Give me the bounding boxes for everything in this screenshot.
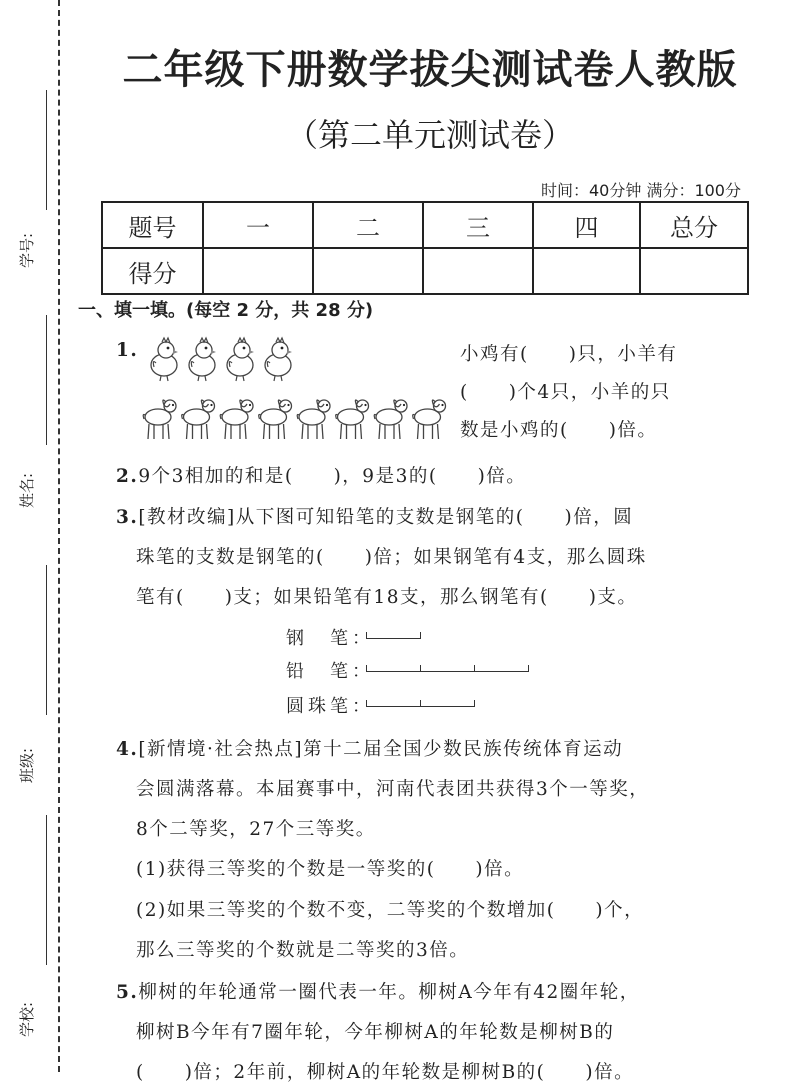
diagram-tick	[366, 665, 367, 672]
question-3	[116, 503, 633, 529]
question-number: 5.	[116, 982, 139, 1003]
student-id-label: 学号:	[18, 232, 36, 268]
q4-line-1: [新情境·社会热点]第十二届全国少数民族传统体育运动	[138, 739, 624, 760]
question-number: 4.	[116, 739, 139, 760]
animals-illustration	[140, 333, 460, 445]
sheep-icon	[413, 400, 446, 439]
score-row-label: 得分	[102, 248, 203, 294]
sheep-icon	[220, 400, 253, 439]
page-title: 二年级下册数学拔尖测试卷人教版	[122, 47, 738, 93]
q1-line-3: 数是小鸡的( )倍。	[460, 420, 658, 441]
diagram-segment-bar	[366, 632, 420, 639]
diagram-tick	[528, 665, 529, 672]
score-cell[interactable]	[203, 248, 313, 294]
score-table-cell: 题号	[102, 202, 203, 248]
q4-sub-2a: (2)如果三等奖的个数不变，二等奖的个数增加( )个，	[136, 900, 645, 921]
q3-line-2: 珠笔的支数是钢笔的( )倍；如果钢笔有4支，那么圆珠	[136, 547, 647, 568]
score-table-cell: 四	[533, 202, 640, 248]
question-5	[116, 978, 640, 1004]
diagram-segment-bar	[366, 665, 528, 672]
score-cell[interactable]	[533, 248, 640, 294]
sheep-icon	[259, 400, 292, 439]
chick-icon	[265, 338, 292, 381]
q3-line-3: 笔有( )支；如果铅笔有18支，那么钢笔有( )支。	[136, 587, 638, 608]
diagram-tick	[420, 632, 421, 639]
q4-line-2: 会圆满落幕。本届赛事中，河南代表团共获得3个一等奖，	[136, 779, 650, 800]
sheep-icon	[143, 400, 176, 439]
name-field	[8, 315, 56, 510]
school-label: 学校:	[18, 1001, 36, 1037]
diagram-tick	[366, 632, 367, 639]
sheep-icon	[336, 400, 369, 439]
question-number: 2.	[116, 466, 139, 487]
q4-line-3: 8个二等奖，27个三等奖。	[136, 819, 376, 840]
sheep-group	[143, 400, 445, 439]
q2-text: 9个3相加的和是( )，9是3的( )倍。	[138, 466, 527, 487]
q5-line-1: 柳树的年轮通常一圈代表一年。柳树A今年有42圈年轮，	[138, 982, 640, 1003]
cut-line	[58, 0, 60, 1072]
student-id-line	[46, 90, 47, 210]
school-line	[46, 815, 47, 965]
chick-icon	[151, 338, 178, 381]
name-label: 姓名:	[18, 472, 36, 508]
pen-label: 钢 笔：	[286, 628, 374, 649]
diagram-tick	[474, 665, 475, 672]
score-table-score-row	[102, 248, 748, 294]
sheep-icon	[182, 400, 215, 439]
ballpen-label: 圆珠笔：	[286, 696, 374, 717]
section-heading: 一、填一填。(每空 2 分，共 28 分)	[78, 300, 374, 321]
q4-sub-2b: 那么三等奖的个数就是二等奖的3倍。	[136, 940, 470, 961]
q1-line-2: ( )个4只，小羊的只	[460, 382, 671, 403]
question-2	[116, 462, 526, 488]
q1-line-1: 小鸡有( )只，小羊有	[460, 344, 678, 365]
diagram-tick	[474, 700, 475, 707]
question-4	[116, 735, 623, 761]
sheep-icon	[374, 400, 407, 439]
school-field	[8, 815, 56, 1040]
q5-line-2: 柳树B今年有7圈年轮，今年柳树A的年轮数是柳树B的	[136, 1022, 615, 1043]
score-table-header-row	[102, 202, 748, 248]
score-table-cell: 总分	[640, 202, 748, 248]
class-line	[46, 565, 47, 715]
question-number: 3.	[116, 507, 139, 528]
score-cell[interactable]	[313, 248, 423, 294]
class-field	[8, 565, 56, 785]
diagram-tick	[420, 665, 421, 672]
binding-margin	[0, 0, 60, 1072]
score-cell[interactable]	[423, 248, 533, 294]
sheep-icon	[297, 400, 330, 439]
diagram-tick	[420, 700, 421, 707]
name-line	[46, 315, 47, 445]
question-number: 1.	[116, 340, 139, 361]
time-score-info: 时间：40分钟 满分：100分	[541, 181, 741, 200]
student-id-field	[8, 90, 56, 270]
pencil-label: 铅 笔：	[286, 661, 374, 682]
chick-icon	[189, 338, 216, 381]
score-table-cell: 二	[313, 202, 423, 248]
score-table-cell: 三	[423, 202, 533, 248]
page-subtitle: （第二单元测试卷）	[285, 116, 574, 154]
class-label: 班级:	[18, 747, 36, 783]
q5-line-3: ( )倍；2年前，柳树A的年轮数是柳树B的( )倍。	[136, 1062, 635, 1083]
chick-group	[151, 338, 292, 381]
q3-line-1: [教材改编]从下图可知铅笔的支数是钢笔的( )倍，圆	[138, 507, 634, 528]
score-cell[interactable]	[640, 248, 748, 294]
score-table-cell: 一	[203, 202, 313, 248]
score-table	[101, 201, 749, 295]
q4-sub-1: (1)获得三等奖的个数是一等奖的( )倍。	[136, 859, 525, 880]
chick-icon	[227, 338, 254, 381]
diagram-tick	[366, 700, 367, 707]
